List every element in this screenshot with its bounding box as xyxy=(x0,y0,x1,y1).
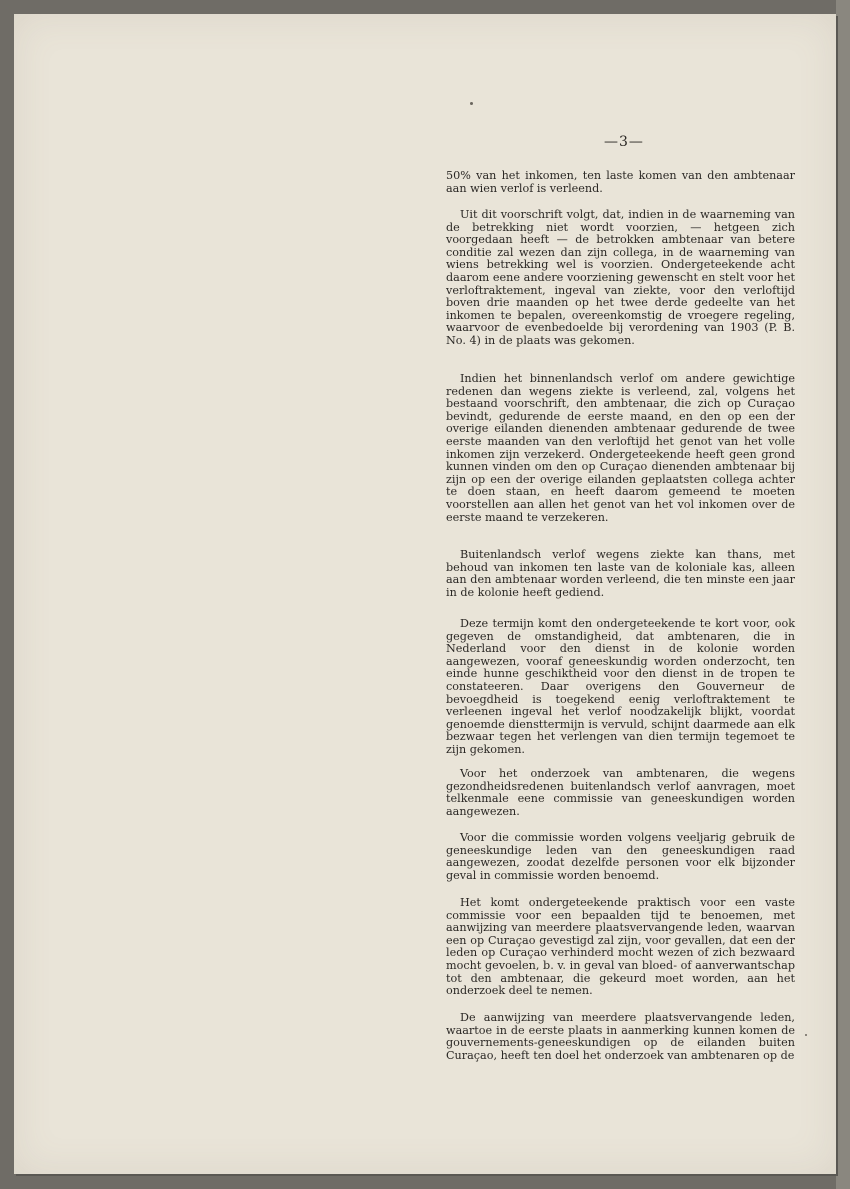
paragraph-6: Voor het onderzoek van ambtenaren, die wegens gezondheidsredenen buitenlandsch verlof aanvragen, moet telkenmale eene commissie van geneeskundigen worden aangewezen. xyxy=(446,767,795,818)
speck-mark xyxy=(805,1034,807,1036)
page-number: —3— xyxy=(604,134,644,150)
speck-mark xyxy=(470,102,473,105)
paragraph-9: De aanwijzing van meerdere plaatsvervangende leden, waartoe in de eerste plaats in aanmerking kunnen komen de gouvernements-geneeskundigen op de eilanden buiten Curaçao, heeft ten doel het onderzoek van ambtenaren op de xyxy=(446,1011,795,1062)
paragraph-1: 50% van het inkomen, ten laste komen van den ambtenaar aan wien verlof is verleend. xyxy=(446,169,795,195)
paragraph-2: Uit dit voorschrift volgt, dat, indien in de waarneming van de betrekking niet wordt voorzien, — hetgeen zich voorgedaan heeft — de betrokken ambtenaar van betere conditie zal wezen dan zijn collega, in de waarneming van wiens betrekking wel is voorzien. Ondergeteekende acht daarom eene andere voorziening gewenscht en stelt voor het verloftraktement, ingeval van ziekte, voor den verloftijd boven drie maanden op het twee derde gedeelte van het inkomen te bepalen, overeenkomstig de vroegere regeling, waarvoor de evenbedoelde bij verordening van 1903 (P. B. No. 4) in de plaats was gekomen. xyxy=(446,208,795,347)
paragraph-8: Het komt ondergeteekende praktisch voor een vaste commissie voor een bepaalden tijd te benoemen, met aanwijzing van meerdere plaatsvervangende leden, waarvan een op Curaçao gevestigd zal zijn, voor gevallen, dat een der leden op Curaçao verhinderd mocht wezen of zich bezwaard mocht gevoelen, b. v. in geval van bloed- of aanverwantschap tot den ambtenaar, die gekeurd moet worden, aan het onderzoek deel te nemen. xyxy=(446,896,795,998)
scan-edge xyxy=(836,0,850,1189)
paragraph-7: Voor die commissie worden volgens veeljarig gebruik de geneeskundige leden van den geneeskundigen raad aangewezen, zoodat dezelfde personen voor elk bijzonder geval in commissie worden benoemd. xyxy=(446,831,795,882)
paragraph-4: Buitenlandsch verlof wegens ziekte kan thans, met behoud van inkomen ten laste van de koloniale kas, alleen aan den ambtenaar worden verleend, die ten minste een jaar in de kolonie heeft gediend. xyxy=(446,548,795,599)
paragraph-3: Indien het binnenlandsch verlof om andere gewichtige redenen dan wegens ziekte is verleend, zal, volgens het bestaand voorschrift, den ambtenaar, die zich op Curaçao bevindt, gedurende de eerste maand, en den op een der overige eilanden dienenden ambtenaar gedurende de twee eerste maanden van den verloftijd het genot van het volle inkomen zijn verzekerd. Ondergeteekende heeft geen grond kunnen vinden om den op Curaçao dienenden ambtenaar bij zijn op een der overige eilanden geplaatsten collega achter te doen staan, en heeft daarom gemeend te moeten voorstellen aan allen het genot van het vol inkomen over de eerste maand te verzekeren. xyxy=(446,372,795,524)
paragraph-5: Deze termijn komt den ondergeteekende te kort voor, ook gegeven de omstandigheid, dat ambtenaren, die in Nederland voor den dienst in de kolonie worden aangewezen, vooraf geneeskundig worden onderzocht, ten einde hunne geschiktheid voor den dienst in de tropen te constateeren. Daar overigens den Gouverneur de bevoegdheid is toegekend eenig verloftraktement te verleenen ingeval het verlof noodzakelijk blijkt, voordat genoemde diensttermijn is vervuld, schijnt daarmede aan elk bezwaar tegen het verlengen van dien termijn tegemoet te zijn gekomen. xyxy=(446,617,795,756)
